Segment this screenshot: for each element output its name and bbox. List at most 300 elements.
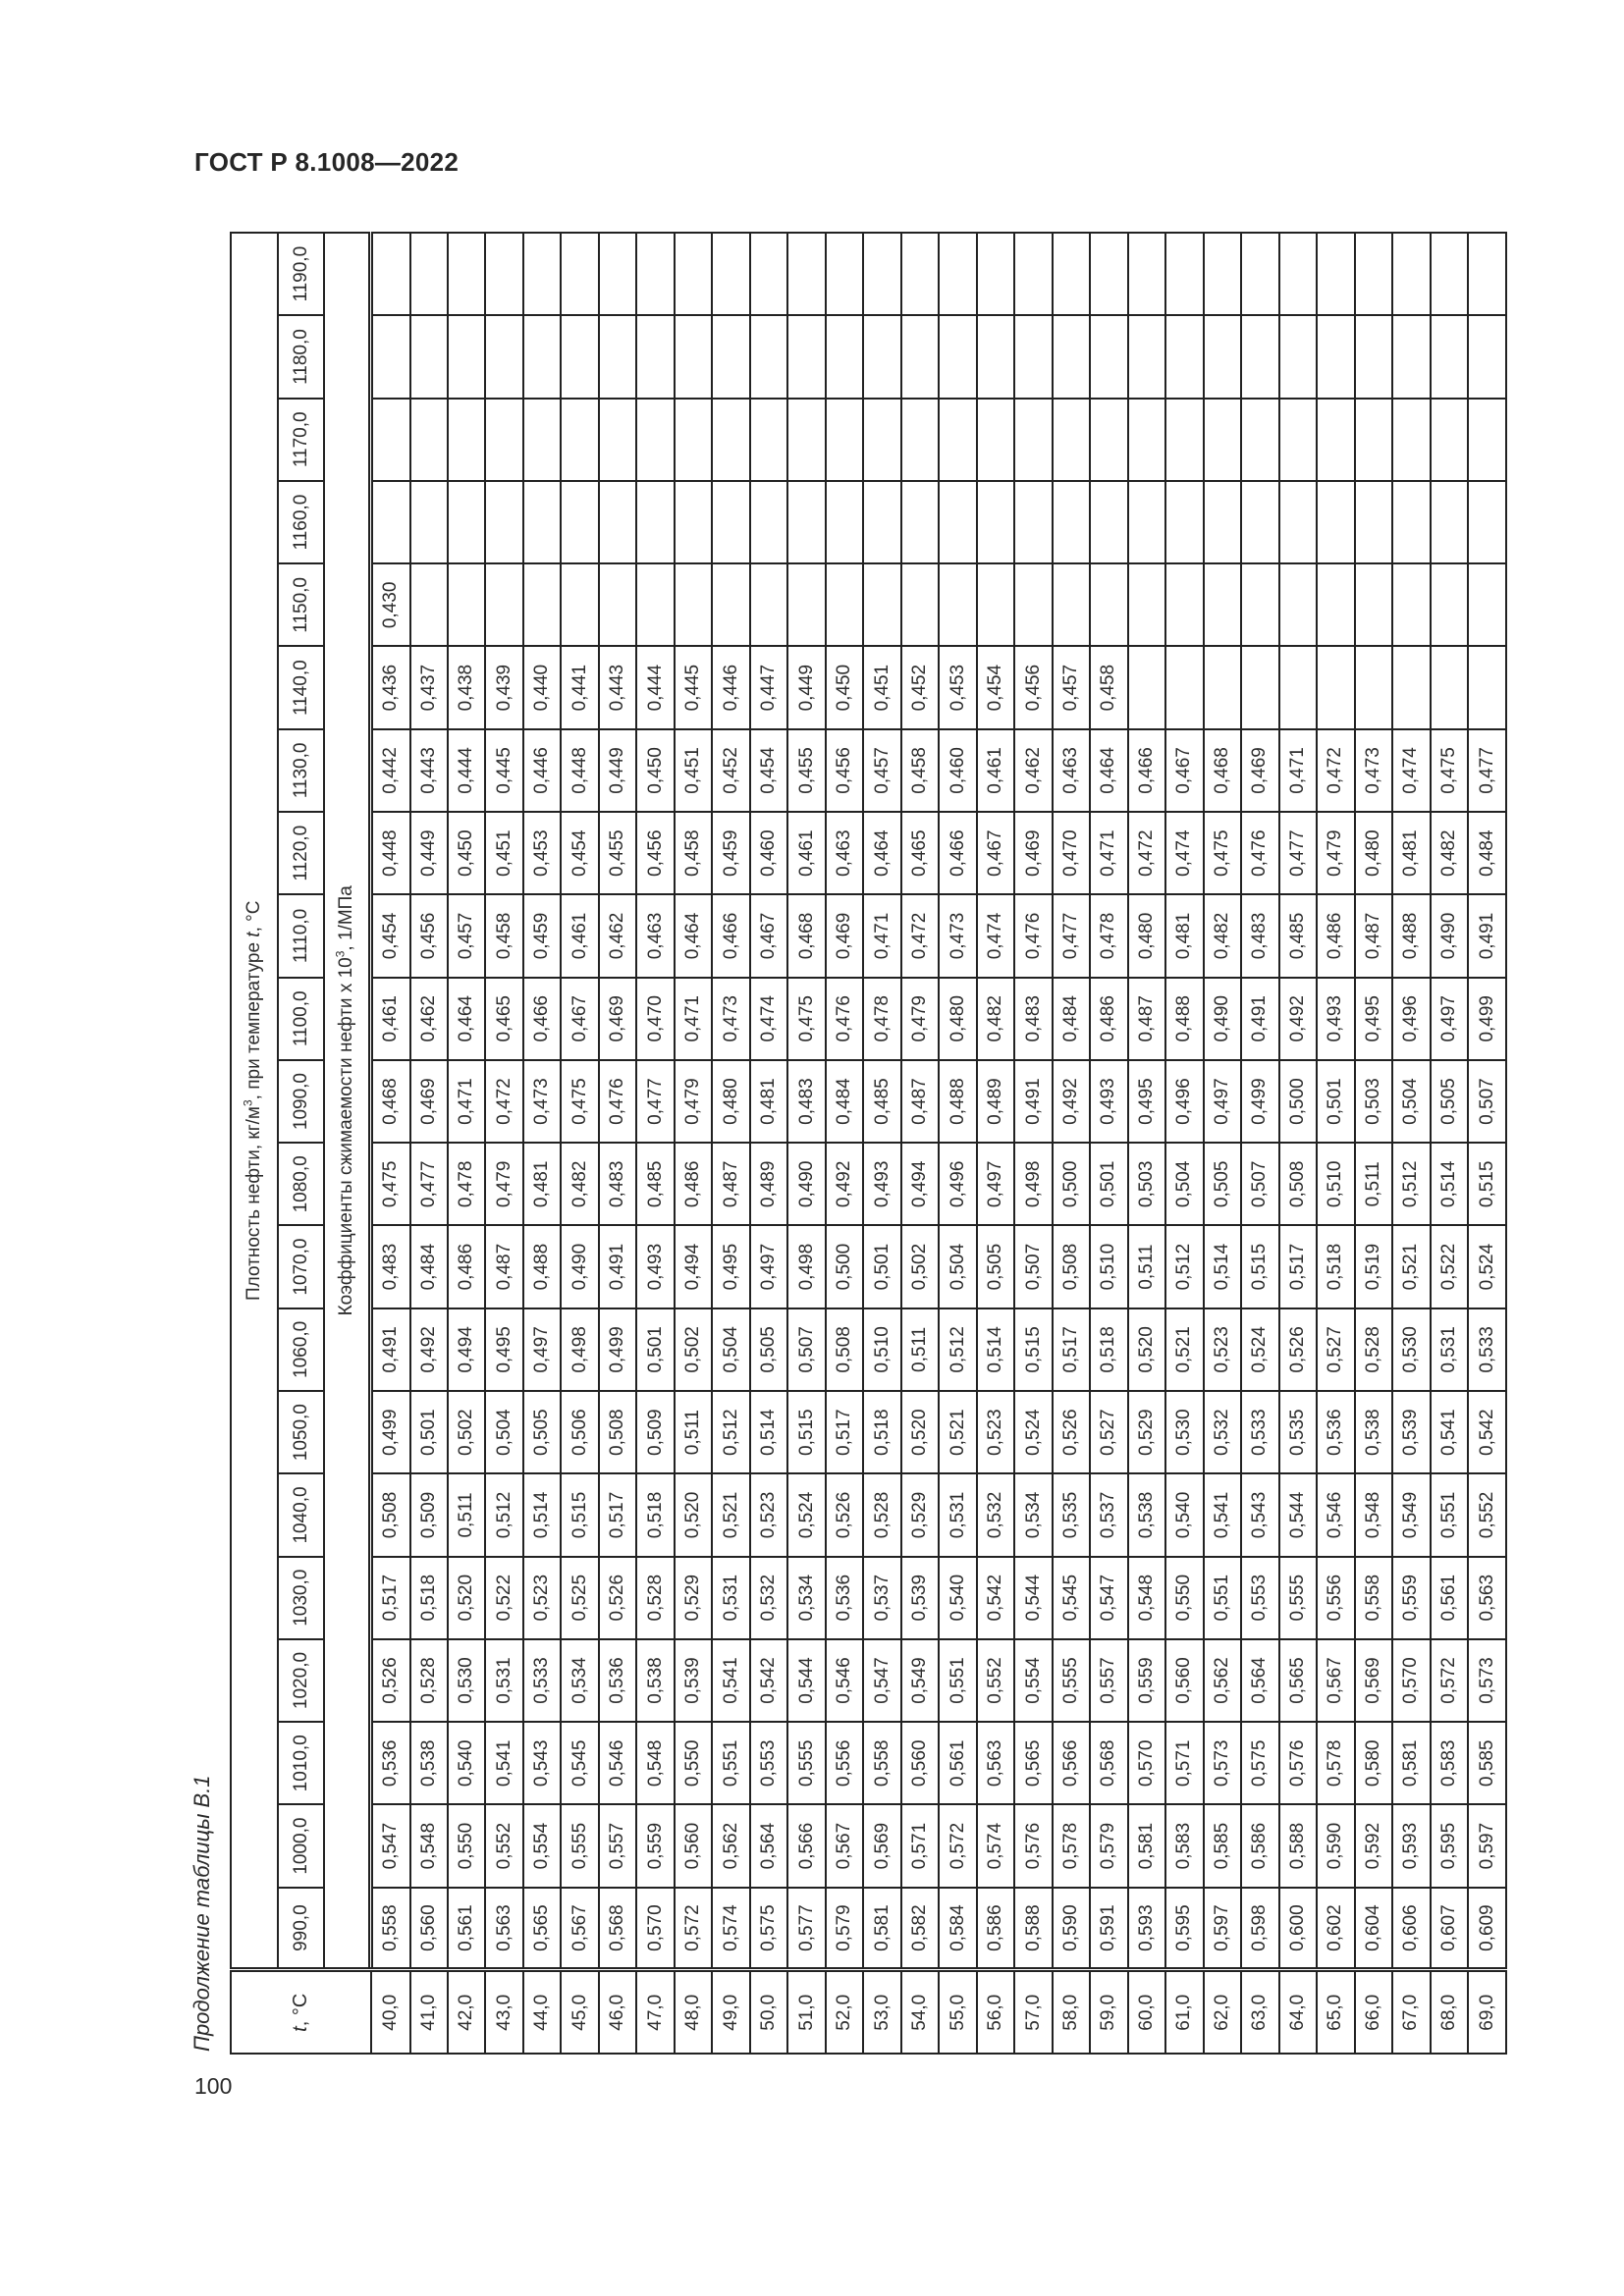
coefficient-cell: 0,546 [1317, 1473, 1354, 1556]
coefficient-cell [675, 481, 712, 563]
coefficient-cell: 0,497 [977, 1143, 1014, 1225]
coefficient-cell [712, 399, 749, 481]
coefficient-cell: 0,477 [1279, 812, 1317, 894]
coefficient-cell [1053, 399, 1090, 481]
coefficient-cell [901, 233, 939, 315]
coefficients-group-header [324, 233, 371, 1970]
coefficient-cell: 0,595 [1165, 1888, 1203, 1970]
coefficient-cell: 0,471 [1279, 729, 1317, 812]
header-row-density-values [278, 233, 324, 2054]
coefficient-cell [1241, 399, 1278, 481]
coefficient-cell [1392, 481, 1430, 563]
table-row [371, 233, 410, 2054]
coefficient-cell: 0,488 [523, 1225, 561, 1308]
table-row [675, 233, 712, 2054]
coefficient-cell: 0,584 [939, 1888, 976, 1970]
temperature-cell: 56,0 [977, 1970, 1014, 2054]
coefficient-cell: 0,501 [1090, 1143, 1127, 1225]
coefficient-cell [1204, 399, 1241, 481]
coefficient-cell: 0,521 [1392, 1225, 1430, 1308]
coefficient-cell: 0,490 [1204, 978, 1241, 1060]
coefficient-cell: 0,549 [901, 1639, 939, 1722]
table-row [599, 233, 636, 2054]
coefficient-cell [523, 399, 561, 481]
coefficient-cell [901, 315, 939, 398]
coefficient-cell: 0,492 [410, 1308, 448, 1391]
coefficient-cell: 0,490 [1431, 894, 1468, 977]
coefficient-cell: 0,591 [1090, 1888, 1127, 1970]
coefficient-cell [675, 563, 712, 646]
coefficient-cell: 0,501 [636, 1308, 674, 1391]
coefficient-cell: 0,503 [1128, 1143, 1165, 1225]
coefficient-cell: 0,454 [750, 729, 787, 812]
coefficient-cell: 0,448 [561, 729, 598, 812]
coefficient-cell: 0,449 [599, 729, 636, 812]
coefficient-cell: 0,476 [1241, 812, 1278, 894]
coefficient-cell: 0,554 [523, 1804, 561, 1887]
coefficient-cell: 0,493 [1090, 1060, 1127, 1143]
coefficient-cell: 0,497 [1204, 1060, 1241, 1143]
temperature-cell: 66,0 [1355, 1970, 1392, 2054]
coefficient-cell: 0,572 [1431, 1639, 1468, 1722]
coefficient-cell [1165, 563, 1203, 646]
coefficient-cell: 0,500 [1279, 1060, 1317, 1143]
coefficient-cell [599, 399, 636, 481]
coefficient-cell: 0,449 [410, 812, 448, 894]
coefficient-cell: 0,507 [1468, 1060, 1506, 1143]
coefficient-cell: 0,487 [712, 1143, 749, 1225]
coefficient-cell [371, 233, 410, 315]
coefficient-cell: 0,551 [939, 1639, 976, 1722]
coefficient-cell: 0,512 [485, 1473, 522, 1556]
coefficient-cell: 0,472 [901, 894, 939, 977]
coefficient-cell [410, 399, 448, 481]
coefficient-cell: 0,524 [1468, 1225, 1506, 1308]
density-header-cell: 1090,0 [278, 1060, 324, 1143]
coefficient-cell [939, 481, 976, 563]
coefficient-cell: 0,459 [712, 812, 749, 894]
coefficient-cell: 0,573 [1468, 1639, 1506, 1722]
coefficient-cell: 0,518 [863, 1391, 900, 1473]
coefficient-cell [1014, 399, 1052, 481]
coefficient-cell [636, 315, 674, 398]
coefficient-cell: 0,473 [712, 978, 749, 1060]
coefficient-cell: 0,578 [1317, 1722, 1354, 1804]
coefficient-cell [675, 233, 712, 315]
coefficient-cell: 0,501 [863, 1225, 900, 1308]
coefficient-cell: 0,533 [1241, 1391, 1278, 1473]
coefficient-cell: 0,451 [863, 647, 900, 729]
coefficient-cell: 0,545 [561, 1722, 598, 1804]
coefficient-cell [1279, 481, 1317, 563]
table-row [1241, 233, 1278, 2054]
coefficient-cell: 0,504 [939, 1225, 976, 1308]
coefficient-cell: 0,525 [561, 1557, 598, 1639]
coefficient-cell: 0,548 [1128, 1557, 1165, 1639]
coefficient-cell: 0,482 [561, 1143, 598, 1225]
coefficient-cell: 0,476 [1014, 894, 1052, 977]
coefficient-cell [939, 233, 976, 315]
density-header-cell: 1180,0 [278, 315, 324, 398]
coefficient-cell [1279, 647, 1317, 729]
coefficient-cell [1392, 233, 1430, 315]
coefficient-cell: 0,493 [1317, 978, 1354, 1060]
coefficient-cell [1165, 647, 1203, 729]
coefficient-cell: 0,466 [712, 894, 749, 977]
coefficient-cell: 0,441 [561, 647, 598, 729]
coefficient-cell: 0,515 [1468, 1143, 1506, 1225]
density-title-t: t [244, 932, 264, 937]
coefficient-cell: 0,538 [1355, 1391, 1392, 1473]
coefficient-cell [1468, 647, 1506, 729]
coefficient-cell: 0,568 [1090, 1722, 1127, 1804]
coefficient-cell: 0,491 [599, 1225, 636, 1308]
coefficient-cell: 0,489 [750, 1143, 787, 1225]
coefficient-cell: 0,461 [561, 894, 598, 977]
coefficient-cell: 0,473 [939, 894, 976, 977]
coefficient-cell: 0,508 [826, 1308, 863, 1391]
coefficient-cell: 0,569 [863, 1804, 900, 1887]
coefficient-cell [636, 563, 674, 646]
coefficient-cell: 0,523 [523, 1557, 561, 1639]
coefficient-cell [448, 233, 485, 315]
coefficient-cell [826, 481, 863, 563]
table-row [561, 233, 598, 2054]
coefficient-cell: 0,548 [636, 1722, 674, 1804]
table-row [977, 233, 1014, 2054]
coefficient-cell: 0,485 [863, 1060, 900, 1143]
coefficient-cell: 0,553 [750, 1722, 787, 1804]
coefficient-cell [977, 233, 1014, 315]
coefficient-cell [787, 233, 825, 315]
coefficient-cell: 0,475 [561, 1060, 598, 1143]
coefficient-cell: 0,523 [750, 1473, 787, 1556]
coefficient-cell [750, 315, 787, 398]
coefficient-cell: 0,550 [1165, 1557, 1203, 1639]
coefficient-cell: 0,571 [1165, 1722, 1203, 1804]
coefficient-cell: 0,480 [712, 1060, 749, 1143]
coefficient-cell [1053, 233, 1090, 315]
coefficient-cell [939, 399, 976, 481]
coefficient-cell: 0,489 [977, 1060, 1014, 1143]
coefficient-cell: 0,569 [1355, 1639, 1392, 1722]
temperature-cell: 48,0 [675, 1970, 712, 2054]
density-title-mid: , при температуре [244, 936, 264, 1100]
coefficient-cell: 0,549 [1392, 1473, 1430, 1556]
coefficient-cell: 0,471 [863, 894, 900, 977]
coefficient-cell: 0,579 [826, 1888, 863, 1970]
coefficient-cell: 0,473 [523, 1060, 561, 1143]
coefficient-cell: 0,576 [1014, 1804, 1052, 1887]
coefficient-cell: 0,556 [826, 1722, 863, 1804]
coefficient-cell: 0,454 [561, 812, 598, 894]
coefficient-cell [1468, 315, 1506, 398]
coefficient-cell [410, 563, 448, 646]
coefficient-cell: 0,505 [977, 1225, 1014, 1308]
coefficient-cell: 0,463 [826, 812, 863, 894]
coefficient-cell: 0,546 [826, 1639, 863, 1722]
coefficient-cell: 0,438 [448, 647, 485, 729]
coefficient-cell: 0,469 [599, 978, 636, 1060]
coefficient-cell [448, 481, 485, 563]
coefficient-cell: 0,483 [599, 1143, 636, 1225]
coefficient-cell: 0,512 [712, 1391, 749, 1473]
coefficient-cell [1431, 399, 1468, 481]
coefficient-cell: 0,566 [787, 1804, 825, 1887]
coefficient-cell: 0,562 [1204, 1639, 1241, 1722]
coefficient-cell [485, 563, 522, 646]
coefficient-cell: 0,477 [410, 1143, 448, 1225]
coefficient-cell: 0,508 [371, 1473, 410, 1556]
coefficient-cell: 0,473 [1355, 729, 1392, 812]
coefficient-cell: 0,535 [1053, 1473, 1090, 1556]
density-header-cell: 1060,0 [278, 1308, 324, 1391]
coefficient-cell: 0,518 [410, 1557, 448, 1639]
coefficient-cell: 0,492 [1279, 978, 1317, 1060]
coefficient-cell: 0,479 [675, 1060, 712, 1143]
coefficient-cell: 0,507 [1014, 1225, 1052, 1308]
coefficient-cell: 0,452 [712, 729, 749, 812]
temperature-cell: 52,0 [826, 1970, 863, 2054]
density-header-cell: 1000,0 [278, 1804, 324, 1887]
coefficient-cell: 0,496 [1165, 1060, 1203, 1143]
coefficient-cell [1128, 563, 1165, 646]
coefficient-cell: 0,558 [1355, 1557, 1392, 1639]
coefficient-cell: 0,531 [485, 1639, 522, 1722]
coefficient-cell [863, 399, 900, 481]
coefficient-cell: 0,460 [939, 729, 976, 812]
table-row [712, 233, 749, 2054]
coefficient-cell: 0,529 [675, 1557, 712, 1639]
coefficient-cell: 0,520 [1128, 1308, 1165, 1391]
coefficient-cell [599, 563, 636, 646]
table-row [901, 233, 939, 2054]
coefficient-cell [1204, 233, 1241, 315]
coefficient-cell: 0,481 [750, 1060, 787, 1143]
temperature-cell: 47,0 [636, 1970, 674, 2054]
temperature-cell: 43,0 [485, 1970, 522, 2054]
coefficient-cell: 0,493 [636, 1225, 674, 1308]
coefficient-cell: 0,464 [448, 978, 485, 1060]
coefficient-cell: 0,553 [1241, 1557, 1278, 1639]
density-header-cell: 1070,0 [278, 1225, 324, 1308]
density-header-cell: 1130,0 [278, 729, 324, 812]
coefficient-cell: 0,523 [1204, 1308, 1241, 1391]
coefficient-cell: 0,536 [599, 1639, 636, 1722]
coefficient-cell: 0,447 [750, 647, 787, 729]
coefficient-cell: 0,585 [1468, 1722, 1506, 1804]
coefficient-cell: 0,557 [1090, 1639, 1127, 1722]
coefficient-cell: 0,485 [1279, 894, 1317, 977]
coefficient-cell: 0,500 [826, 1225, 863, 1308]
coefficient-cell: 0,533 [523, 1639, 561, 1722]
coefficient-cell: 0,467 [1165, 729, 1203, 812]
coefficient-cell: 0,581 [863, 1888, 900, 1970]
temperature-cell: 62,0 [1204, 1970, 1241, 2054]
coefficient-cell: 0,560 [410, 1888, 448, 1970]
coefficient-cell: 0,483 [371, 1225, 410, 1308]
coefficient-cell: 0,604 [1355, 1888, 1392, 1970]
coefficient-cell: 0,496 [939, 1143, 976, 1225]
coefficient-cell: 0,533 [1468, 1308, 1506, 1391]
coefficient-cell: 0,445 [675, 647, 712, 729]
coefficient-cell: 0,502 [901, 1225, 939, 1308]
coefficient-cell [1128, 315, 1165, 398]
coefficient-cell: 0,563 [1468, 1557, 1506, 1639]
coefficient-cell [1241, 647, 1278, 729]
coefficient-cell: 0,531 [712, 1557, 749, 1639]
coefficient-cell: 0,551 [1204, 1557, 1241, 1639]
coefficient-cell [636, 481, 674, 563]
coefficient-cell [1317, 647, 1354, 729]
coefficient-cell: 0,521 [939, 1391, 976, 1473]
coefficient-cell [1014, 563, 1052, 646]
coefficient-cell: 0,483 [1241, 894, 1278, 977]
coefficient-cell: 0,471 [448, 1060, 485, 1143]
temperature-cell: 63,0 [1241, 1970, 1278, 2054]
coefficient-cell: 0,469 [1241, 729, 1278, 812]
coefficient-cell: 0,558 [863, 1722, 900, 1804]
coefficient-cell: 0,474 [1165, 812, 1203, 894]
coefficient-cell: 0,573 [1204, 1722, 1241, 1804]
coefficient-cell: 0,547 [863, 1639, 900, 1722]
coefficient-cell: 0,598 [1241, 1888, 1278, 1970]
coefficient-cell: 0,606 [1392, 1888, 1430, 1970]
coefficient-cell [1431, 563, 1468, 646]
coefficient-cell: 0,505 [1204, 1143, 1241, 1225]
coefficient-cell: 0,491 [1014, 1060, 1052, 1143]
density-header-cell: 990,0 [278, 1888, 324, 1970]
coefficient-cell: 0,574 [712, 1888, 749, 1970]
table-body [371, 233, 1507, 2054]
table-row [1090, 233, 1127, 2054]
coefficient-cell: 0,504 [485, 1391, 522, 1473]
coefficient-cell [1090, 315, 1127, 398]
coef-title-suffix: , 1/МПа [336, 885, 356, 951]
coefficient-cell [523, 233, 561, 315]
coefficient-cell: 0,512 [939, 1308, 976, 1391]
coefficient-cell: 0,508 [1279, 1143, 1317, 1225]
coefficient-cell [371, 315, 410, 398]
coefficient-cell: 0,565 [1279, 1639, 1317, 1722]
coefficient-cell: 0,521 [712, 1473, 749, 1556]
coefficient-cell [1317, 233, 1354, 315]
coefficient-cell: 0,555 [1053, 1639, 1090, 1722]
coefficient-cell [939, 563, 976, 646]
coefficient-cell: 0,495 [1128, 1060, 1165, 1143]
coefficient-cell: 0,504 [1392, 1060, 1430, 1143]
coefficient-cell: 0,499 [1468, 978, 1506, 1060]
coefficient-cell: 0,570 [1392, 1639, 1430, 1722]
coefficient-cell: 0,440 [523, 647, 561, 729]
coefficient-cell: 0,561 [448, 1888, 485, 1970]
coefficient-cell: 0,514 [523, 1473, 561, 1556]
coefficient-cell: 0,471 [675, 978, 712, 1060]
coefficient-cell: 0,546 [599, 1722, 636, 1804]
coefficient-cell: 0,592 [1355, 1804, 1392, 1887]
coefficient-cell: 0,452 [901, 647, 939, 729]
coefficient-cell: 0,481 [523, 1143, 561, 1225]
coefficient-cell: 0,443 [410, 729, 448, 812]
coefficient-cell: 0,506 [561, 1391, 598, 1473]
coefficient-cell: 0,524 [787, 1473, 825, 1556]
coefficient-cell: 0,456 [636, 812, 674, 894]
coefficient-cell: 0,510 [1090, 1225, 1127, 1308]
coefficient-cell: 0,463 [636, 894, 674, 977]
coefficient-cell: 0,445 [485, 729, 522, 812]
coefficient-cell: 0,515 [1241, 1225, 1278, 1308]
coefficient-cell: 0,498 [561, 1308, 598, 1391]
temperature-cell: 50,0 [750, 1970, 787, 2054]
coefficient-cell [1431, 315, 1468, 398]
coefficient-cell [1392, 647, 1430, 729]
coefficient-cell: 0,511 [448, 1473, 485, 1556]
coefficient-cell: 0,475 [1204, 812, 1241, 894]
coefficient-cell: 0,550 [448, 1804, 485, 1887]
coefficient-cell: 0,483 [787, 1060, 825, 1143]
coefficient-cell: 0,528 [863, 1473, 900, 1556]
coefficient-cell: 0,580 [1355, 1722, 1392, 1804]
coefficient-cell: 0,551 [1431, 1473, 1468, 1556]
coefficient-cell [636, 233, 674, 315]
coefficient-cell: 0,543 [523, 1722, 561, 1804]
coefficient-cell: 0,466 [523, 978, 561, 1060]
coefficient-cell: 0,455 [787, 729, 825, 812]
coefficient-cell: 0,451 [485, 812, 522, 894]
coefficient-cell: 0,555 [1279, 1557, 1317, 1639]
coefficient-cell [561, 315, 598, 398]
coefficient-cell: 0,443 [599, 647, 636, 729]
coefficient-cell: 0,472 [485, 1060, 522, 1143]
coefficient-cell: 0,463 [1053, 729, 1090, 812]
coefficient-cell: 0,521 [1165, 1308, 1203, 1391]
coefficient-cell: 0,561 [1431, 1557, 1468, 1639]
coefficient-cell: 0,514 [977, 1308, 1014, 1391]
coefficient-cell: 0,475 [787, 978, 825, 1060]
coefficient-cell: 0,481 [1165, 894, 1203, 977]
coefficient-cell [1241, 563, 1278, 646]
coef-title-sup: 3 [333, 950, 348, 958]
coefficient-cell: 0,528 [1355, 1308, 1392, 1391]
coefficient-cell: 0,508 [599, 1391, 636, 1473]
coefficient-cell: 0,552 [977, 1639, 1014, 1722]
table-row [485, 233, 522, 2054]
coefficient-cell: 0,492 [1053, 1060, 1090, 1143]
coefficient-cell: 0,529 [1128, 1391, 1165, 1473]
density-header-cell: 1010,0 [278, 1722, 324, 1804]
coefficient-cell: 0,536 [826, 1557, 863, 1639]
coefficient-cell: 0,469 [826, 894, 863, 977]
density-header-cell: 1110,0 [278, 894, 324, 977]
coefficient-cell [1468, 563, 1506, 646]
coefficient-cell [561, 233, 598, 315]
coefficient-cell: 0,518 [1317, 1225, 1354, 1308]
coefficient-cell: 0,559 [1128, 1639, 1165, 1722]
coefficient-cell: 0,490 [561, 1225, 598, 1308]
compressibility-table [230, 232, 1507, 2055]
coefficient-cell [1279, 563, 1317, 646]
coefficient-cell: 0,539 [675, 1639, 712, 1722]
coefficient-cell: 0,520 [901, 1391, 939, 1473]
coefficient-cell: 0,468 [371, 1060, 410, 1143]
coefficient-cell: 0,469 [410, 1060, 448, 1143]
temperature-cell: 69,0 [1468, 1970, 1506, 2054]
coefficient-cell [1355, 399, 1392, 481]
density-header-cell: 1140,0 [278, 647, 324, 729]
temperature-cell: 68,0 [1431, 1970, 1468, 2054]
coefficient-cell: 0,508 [1053, 1225, 1090, 1308]
coefficient-cell: 0,483 [1014, 978, 1052, 1060]
